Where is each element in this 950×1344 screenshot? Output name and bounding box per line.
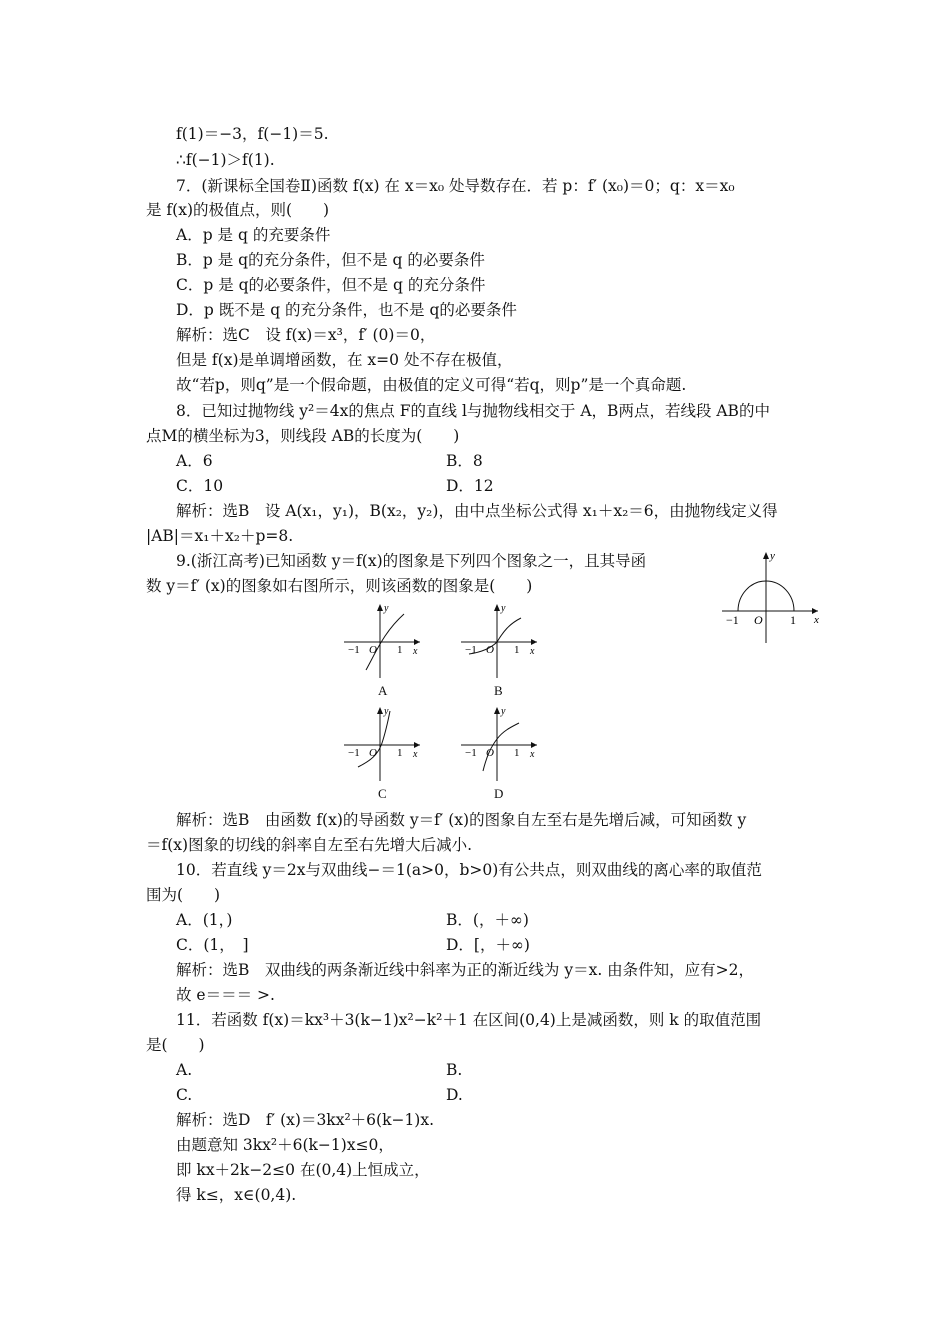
origin-label: O — [369, 747, 377, 759]
option-a: A．(1，) — [176, 911, 233, 929]
derivative-graph — [718, 548, 828, 648]
tick-neg-one: −1 — [465, 747, 477, 759]
tick-one: 1 — [397, 747, 403, 759]
option-c: C．10 — [176, 477, 224, 495]
tick-one: 1 — [397, 644, 403, 656]
graph-option-b — [457, 602, 541, 682]
axis-label-y: y — [384, 603, 389, 614]
solution-line: |AB|＝x₁＋x₂＋p=8. — [146, 527, 294, 545]
text-line: f(1)＝−3，f(−1)＝5. — [176, 125, 329, 143]
graph-option-d — [457, 705, 541, 785]
text-line: ∴f(−1)＞f(1). — [176, 151, 275, 169]
question-9: 9.(浙江高考)已知函数 y＝f(x)的图象是下列四个图象之一，且其导函 — [176, 552, 647, 570]
axis-label-x: x — [530, 749, 535, 760]
axis-label-y: y — [770, 550, 775, 562]
option-b: B. — [446, 1061, 463, 1079]
graph-label-a: A — [378, 683, 388, 698]
axis-label-x: x — [413, 749, 418, 760]
solution-line: 解析：选B 设 A(x₁，y₁)，B(x₂，y₂)，由中点坐标公式得 x₁＋x₂＝6，由抛物线定义得 — [176, 502, 778, 520]
solution-line: 解析：选B 双曲线的两条渐近线中斜率为正的渐近线为 y＝x. 由条件知，应有>2， — [176, 961, 755, 979]
origin-label: O — [369, 644, 377, 656]
axis-label-x: x — [530, 646, 535, 657]
origin-label: O — [486, 644, 494, 656]
option-a: A．6 — [176, 452, 213, 470]
solution-line: 得 k≤，x∈(0,4). — [176, 1186, 297, 1204]
solution-line: 解析：选B 由函数 f(x)的导函数 y＝f′ (x)的图象自左至右是先增后减，可知函数 y — [176, 811, 747, 829]
tick-neg-one: −1 — [465, 644, 477, 656]
option-d: D．[，＋∞) — [446, 936, 530, 954]
option-c: C．(1， ] — [176, 936, 249, 954]
solution-line: ＝f(x)图象的切线的斜率自左至右先增大后减小. — [146, 836, 473, 854]
text-line: 是 f(x)的极值点，则( ) — [146, 201, 330, 219]
option-a: A. — [176, 1061, 193, 1079]
tick-neg-one: −1 — [348, 747, 360, 759]
graph-option-c — [340, 705, 424, 785]
question-7: 7．(新课标全国卷Ⅱ)函数 f(x) 在 x＝x₀ 处导数存在．若 p：f′ (x₀)＝0；q：x＝x₀ — [176, 177, 735, 195]
graph-label-c: C — [378, 786, 387, 801]
solution-line: 故 e＝＝＝ >. — [176, 986, 275, 1004]
option-d: D．12 — [446, 477, 494, 495]
option-b: B．p 是 q的充分条件，但不是 q 的必要条件 — [176, 251, 485, 269]
question-11: 11．若函数 f(x)＝kx³＋3(k−1)x²−k²＋1 在区间(0,4)上是减函数，则 k 的取值范围 — [176, 1011, 762, 1029]
text-line: 数 y＝f′ (x)的图象如右图所示，则该函数的图象是( ) — [146, 577, 533, 595]
tick-one: 1 — [790, 613, 796, 627]
tick-neg-one: −1 — [726, 613, 739, 627]
graph-label-d: D — [494, 786, 504, 801]
solution-line: 解析：选C 设 f(x)＝x³，f′ (0)＝0， — [176, 326, 436, 344]
axis-label-x: x — [814, 614, 819, 626]
option-b: B．(，＋∞) — [446, 911, 529, 929]
option-b: B．8 — [446, 452, 483, 470]
tick-neg-one: −1 — [348, 644, 360, 656]
option-d: D. — [446, 1086, 463, 1104]
text-line: 点M的横坐标为3，则线段 AB的长度为( ) — [146, 427, 460, 445]
question-10: 10．若直线 y＝2x与双曲线−＝1(a>0，b>0)有公共点，则双曲线的离心率的取值范 — [176, 861, 762, 879]
axis-label-x: x — [413, 646, 418, 657]
tick-one: 1 — [514, 644, 520, 656]
solution-line: 故“若p，则q”是一个假命题，由极值的定义可得“若q，则p”是一个真命题. — [176, 376, 687, 394]
option-c: C. — [176, 1086, 193, 1104]
graph-option-a — [340, 602, 424, 682]
graph-label-b: B — [494, 683, 503, 698]
axis-label-y: y — [501, 706, 506, 717]
axis-label-y: y — [501, 603, 506, 614]
question-8: 8．已知过抛物线 y²＝4x的焦点 F的直线 l与抛物线相交于 A，B两点，若线段 AB的中 — [176, 402, 770, 420]
solution-line: 即 kx＋2k−2≤0 在(0,4)上恒成立， — [176, 1161, 430, 1179]
option-d: D．p 既不是 q 的充分条件，也不是 q的必要条件 — [176, 301, 517, 319]
option-a: A．p 是 q 的充要条件 — [176, 226, 331, 244]
option-c: C．p 是 q的必要条件，但不是 q 的充分条件 — [176, 276, 486, 294]
solution-line: 由题意知 3kx²＋6(k−1)x≤0， — [176, 1136, 394, 1154]
origin-label: O — [486, 747, 494, 759]
text-line: 围为( ) — [146, 886, 221, 904]
solution-line: 解析：选D f′ (x)＝3kx²＋6(k−1)x. — [176, 1111, 435, 1129]
text-line: 是( ) — [146, 1036, 205, 1054]
solution-line: 但是 f(x)是单调增函数，在 x=0 处不存在极值， — [176, 351, 513, 369]
tick-one: 1 — [514, 747, 520, 759]
origin-label: O — [754, 613, 763, 627]
axis-label-y: y — [384, 706, 389, 717]
